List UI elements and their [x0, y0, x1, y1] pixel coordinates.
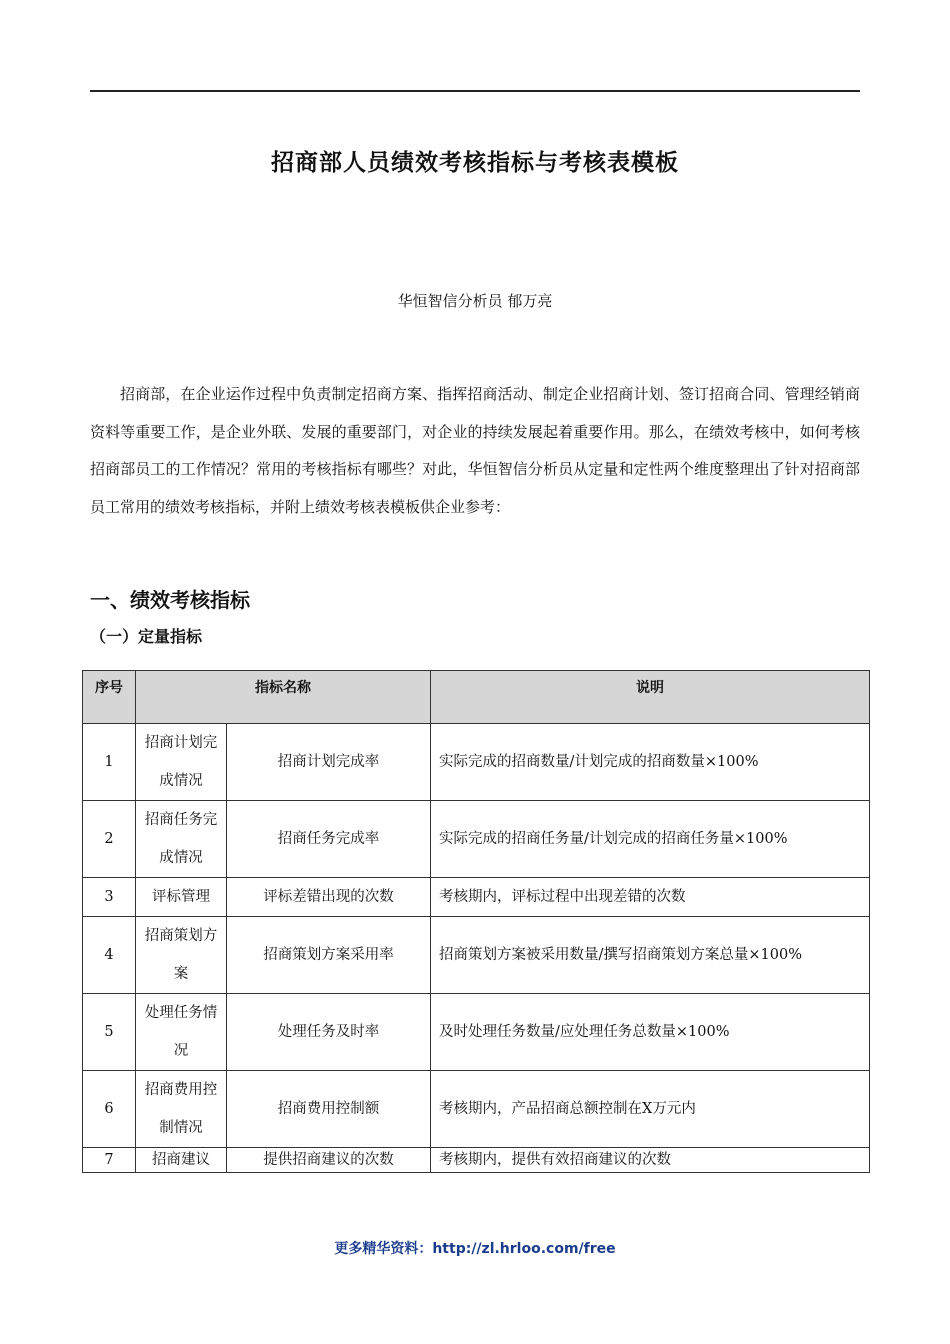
row-no: 7 [83, 1148, 136, 1173]
row-category: 招商任务完成情况 [136, 801, 227, 878]
row-no: 6 [83, 1071, 136, 1148]
row-desc: 考核期内，提供有效招商建议的次数 [431, 1148, 870, 1173]
row-desc: 实际完成的招商数量/计划完成的招商数量×100% [431, 724, 870, 801]
row-no: 5 [83, 994, 136, 1071]
row-metric: 提供招商建议的次数 [227, 1148, 431, 1173]
row-metric: 招商费用控制额 [227, 1071, 431, 1148]
row-category: 招商费用控制情况 [136, 1071, 227, 1148]
row-metric: 招商任务完成率 [227, 801, 431, 878]
table-row [83, 878, 870, 917]
row-category: 评标管理 [136, 878, 227, 917]
table-row [83, 724, 870, 801]
intro-paragraph: 招商部，在企业运作过程中负责制定招商方案、指挥招商活动、制定企业招商计划、签订招商合同、管理经销商资料等重要工作，是企业外联、发展的重要部门，对企业的持续发展起着重要作用。那么，在绩效考核中，如何考核招商部员工的工作情况？常用的考核指标有哪些？对此，华恒智信分析员从定量和定性两个维度整理出了针对招商部员工常用的绩效考核指标，并附上绩效考核表模板供企业参考： [90, 385, 860, 516]
subsection-heading: （一）定量指标 [90, 627, 203, 646]
header-desc: 说明 [431, 671, 870, 724]
table-row [83, 1148, 870, 1173]
table-row [83, 917, 870, 994]
header-no: 序号 [83, 671, 136, 724]
row-no: 1 [83, 724, 136, 801]
row-metric: 处理任务及时率 [227, 994, 431, 1071]
row-desc: 实际完成的招商任务量/计划完成的招商任务量×100% [431, 801, 870, 878]
row-category: 招商策划方案 [136, 917, 227, 994]
row-no: 4 [83, 917, 136, 994]
table-row [83, 1071, 870, 1148]
row-metric: 招商计划完成率 [227, 724, 431, 801]
row-metric: 招商策划方案采用率 [227, 917, 431, 994]
row-desc: 考核期内，评标过程中出现差错的次数 [431, 878, 870, 917]
row-desc: 及时处理任务数量/应处理任务总数量×100% [431, 994, 870, 1071]
row-desc: 招商策划方案被采用数量/撰写招商策划方案总量×100% [431, 917, 870, 994]
row-no: 3 [83, 878, 136, 917]
header-name: 指标名称 [136, 671, 431, 724]
row-category: 招商计划完成情况 [136, 724, 227, 801]
row-no: 2 [83, 801, 136, 878]
quantitative-indicators-table [82, 670, 870, 1173]
author-line: 华恒智信分析员 郁万亮 [397, 292, 553, 310]
row-desc: 考核期内，产品招商总额控制在X万元内 [431, 1071, 870, 1148]
row-category: 招商建议 [136, 1148, 227, 1173]
table-header-row [83, 671, 870, 724]
table-row [83, 801, 870, 878]
row-metric: 评标差错出现的次数 [227, 878, 431, 917]
document-title: 招商部人员绩效考核指标与考核表模板 [271, 150, 679, 176]
table-row [83, 994, 870, 1071]
row-category: 处理任务情况 [136, 994, 227, 1071]
footer-link[interactable]: 更多精华资料：http://zl.hrloo.com/free [334, 1241, 616, 1257]
section-heading: 一、绩效考核指标 [90, 588, 250, 612]
top-rule [90, 90, 860, 92]
